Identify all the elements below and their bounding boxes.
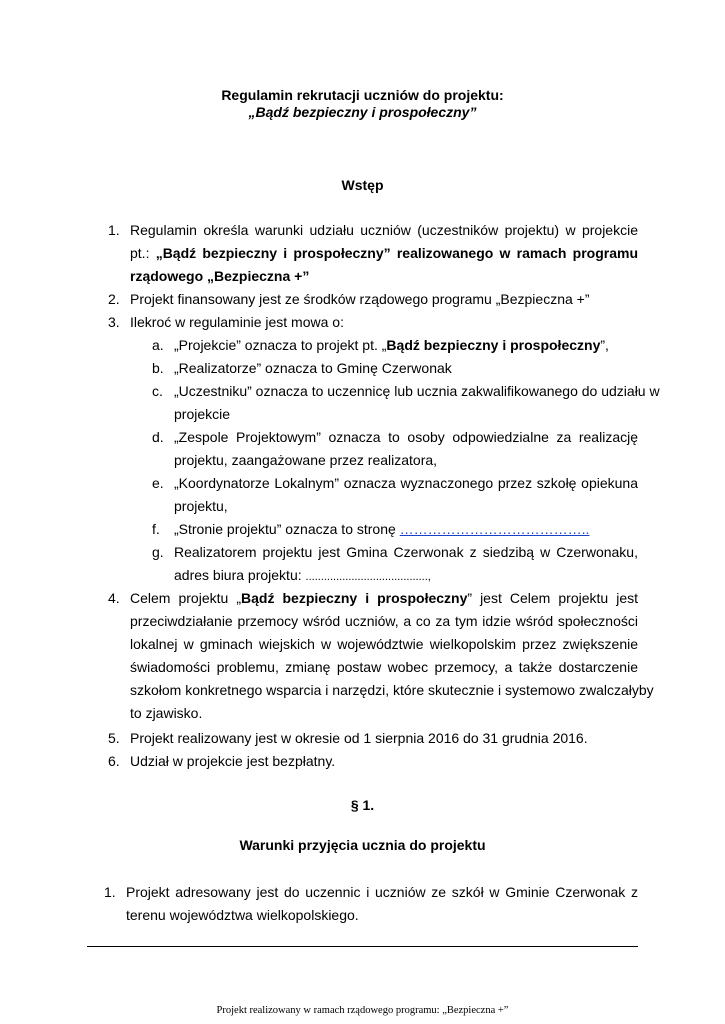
list-item-text: Regulamin określa warunki udziału uczniów (uczestników projektu) w projekcie (130, 222, 638, 238)
list-number: 6. (108, 753, 120, 769)
section-heading: Warunki przyjęcia ucznia do projektu (239, 837, 486, 853)
sublist-letter: f. (152, 521, 160, 537)
list-number: 3. (108, 314, 120, 330)
document-subtitle: „Bądź bezpieczny i prospołeczny” (248, 104, 477, 120)
list-item-text: szkołom konkretnego wsparcia i narzędzi, które skutecznie i systemowo zwalczałyby (130, 682, 654, 698)
list-number: 1. (104, 884, 116, 900)
sublist-letter: c. (152, 383, 163, 399)
list-item-text: rządowego „Bezpieczna +” (130, 268, 310, 284)
list-item-text: przeciwdziałanie przemocy wśród uczniów, a co za tym idzie wśród społeczności (130, 613, 638, 629)
sublist-item-text: Realizatorem projektu jest Gmina Czerwonak z siedzibą w Czerwonaku, (174, 544, 638, 560)
sublist-letter: b. (152, 360, 164, 376)
list-item-text: Ilekroć w regulaminie jest mowa o: (130, 314, 344, 330)
sublist-item-text: projektu, zaangażowane przez realizatora, (174, 452, 438, 468)
paragraph-number: § 1. (350, 797, 375, 813)
sublist-item-text: „Koordynatorze Lokalnym” oznacza wyznaczonego przez szkołę opiekuna (174, 475, 638, 491)
list-item-text: Projekt finansowany jest ze środków rządowego programu „Bezpieczna +” (130, 291, 590, 307)
sublist-letter: a. (152, 337, 164, 353)
sublist-item-text: projektu, (174, 498, 228, 514)
list-item-text: pt.: „Bądź bezpieczny i prospołeczny” realizowanego w ramach programu (130, 245, 638, 261)
list-item-text: Udział w projekcie jest bezpłatny. (130, 753, 336, 769)
list-number: 5. (108, 730, 120, 746)
sublist-item-text: projekcie (174, 406, 231, 422)
list-number: 1. (108, 222, 120, 238)
list-item-text: Projekt adresowany jest do uczennic i uczniów ze szkół w Gminie Czerwonak z (126, 884, 638, 900)
sublist-letter: d. (152, 429, 164, 445)
sublist-item-text: „Projekcie” oznacza to projekt pt. „Bądź bezpieczny i prospołeczny”, (174, 337, 609, 353)
project-website-link[interactable]: ………………………………….. (399, 521, 590, 537)
intro-heading: Wstęp (341, 177, 384, 193)
list-item-text: świadomości problemu, zmianę postaw wobec przemocy, a także dostarczenie (130, 659, 638, 675)
sublist-item-text: „Uczestniku” oznacza to uczennicę lub ucznia zakwalifikowanego do udziału w (174, 383, 660, 399)
list-item-text: Celem projektu „Bądź bezpieczny i prospołeczny” jest Celem projektu jest (130, 590, 639, 606)
list-item-text: terenu województwa wielkopolskiego. (126, 907, 359, 923)
sublist-letter: g. (152, 544, 164, 560)
list-item-text: to zjawisko. (130, 705, 203, 721)
sublist-item-text: „Realizatorze” oznacza to Gminę Czerwonak (174, 360, 452, 376)
list-item-text: Projekt realizowany jest w okresie od 1 sierpnia 2016 do 31 grudnia 2016. (130, 730, 588, 746)
list-number: 4. (108, 590, 120, 606)
sublist-letter: e. (152, 475, 164, 491)
document-title: Regulamin rekrutacji uczniów do projektu: (221, 87, 504, 103)
footer-text: Projekt realizowany w ramach rządowego programu: „Bezpieczna +” (216, 1005, 509, 1016)
sublist-item-text: adres biura projektu: ........................................, (174, 567, 431, 583)
list-number: 2. (108, 291, 120, 307)
footer-divider (87, 946, 638, 947)
sublist-item-text: „Stronie projektu” oznacza to stronę ………………………………….. (174, 521, 590, 537)
list-item-text: lokalnej w gminach wiejskich w województwie wielkopolskim przez zwiększenie (130, 636, 638, 652)
sublist-item-text: „Zespole Projektowym” oznacza to osoby odpowiedzialne za realizację (174, 429, 638, 445)
